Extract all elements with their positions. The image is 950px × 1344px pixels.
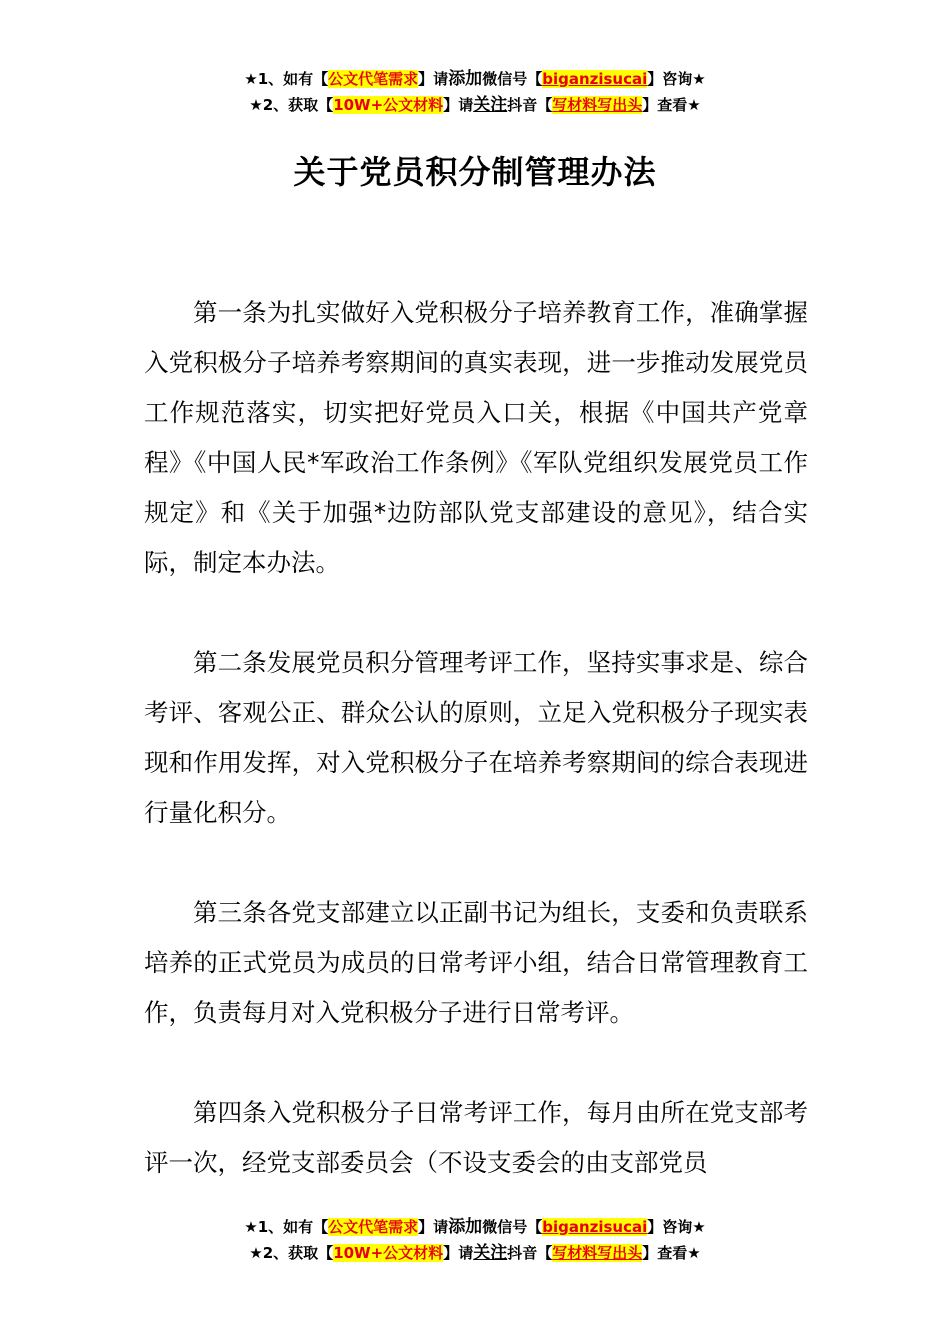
wechat-id-highlight[interactable]: biganzisucai [542, 1218, 648, 1236]
article-1-paragraph: 第一条为扎实做好入党积极分子培养教育工作，准确掌握入党积极分子培养考察期间的真实表现，进一步推动发展党员工作规范落实，切实把好党员入口关，根据《中国共产党章程》《中国人民*军政治工作条例》《军队党组织发展党员工作规定》和《关于加强*边防部队党支部建设的意见》，结合实际，制定本办法。 [144, 298, 808, 577]
ghostwriting-highlight: 公文代笔需求 [328, 1218, 419, 1236]
banner-text: ★2、获取【 [249, 96, 334, 114]
document-title: 关于党员积分制管理办法 [293, 153, 657, 191]
banner-text: 微信号【 [482, 1218, 543, 1236]
materials-highlight: 10W+公文材料 [333, 96, 444, 114]
banner-text: 】查看★ [642, 1244, 701, 1262]
ghostwriting-highlight: 公文代笔需求 [328, 70, 419, 88]
banner-text: 抖音【 [507, 96, 553, 114]
banner-text: 】请 [443, 96, 474, 114]
banner-text: 】咨询★ [647, 1218, 706, 1236]
banner-text: ★1、如有【 [244, 70, 329, 88]
article-4-paragraph: 第四条入党积极分子日常考评工作，每月由所在党支部考评一次，经党支部委员会（不设支委会的由支部党员 [144, 1098, 808, 1177]
banner-text: 】请 [418, 1218, 449, 1236]
banner-text: 】请 [418, 70, 449, 88]
banner-text: 】请 [443, 1244, 474, 1262]
banner-text: 抖音【 [507, 1244, 553, 1262]
wechat-id-highlight[interactable]: biganzisucai [542, 70, 648, 88]
banner-text: 关注 [473, 1243, 508, 1263]
banner-line-2 [0, 1240, 950, 1266]
banner-text: 】咨询★ [647, 70, 706, 88]
banner-line-1 [0, 1214, 950, 1240]
article-3-paragraph: 第三条各党支部建立以正副书记为组长，支委和负责联系培养的正式党员为成员的日常考评小组，结合日常管理教育工作，负责每月对入党积极分子进行日常考评。 [144, 898, 808, 1027]
douyin-account-highlight[interactable]: 写材料写出头 [552, 96, 643, 114]
bottom-banner [0, 1214, 950, 1266]
materials-highlight: 10W+公文材料 [333, 1244, 444, 1262]
banner-text: ★1、如有【 [244, 1218, 329, 1236]
banner-text: 添加 [448, 69, 483, 89]
banner-text: 】查看★ [642, 96, 701, 114]
article-2-paragraph: 第二条发展党员积分管理考评工作，坚持实事求是、综合考评、客观公正、群众公认的原则，立足入党积极分子现实表现和作用发挥，对入党积极分子在培养考察期间的综合表现进行量化积分。 [144, 648, 808, 827]
banner-text: ★2、获取【 [249, 1244, 334, 1262]
douyin-account-highlight[interactable]: 写材料写出头 [552, 1244, 643, 1262]
banner-line-2 [0, 92, 950, 118]
banner-text: 关注 [473, 95, 508, 115]
banner-text: 微信号【 [482, 70, 543, 88]
top-banner [0, 66, 950, 118]
banner-text: 添加 [448, 1217, 483, 1237]
document-body [144, 288, 808, 1238]
banner-line-1 [0, 66, 950, 92]
